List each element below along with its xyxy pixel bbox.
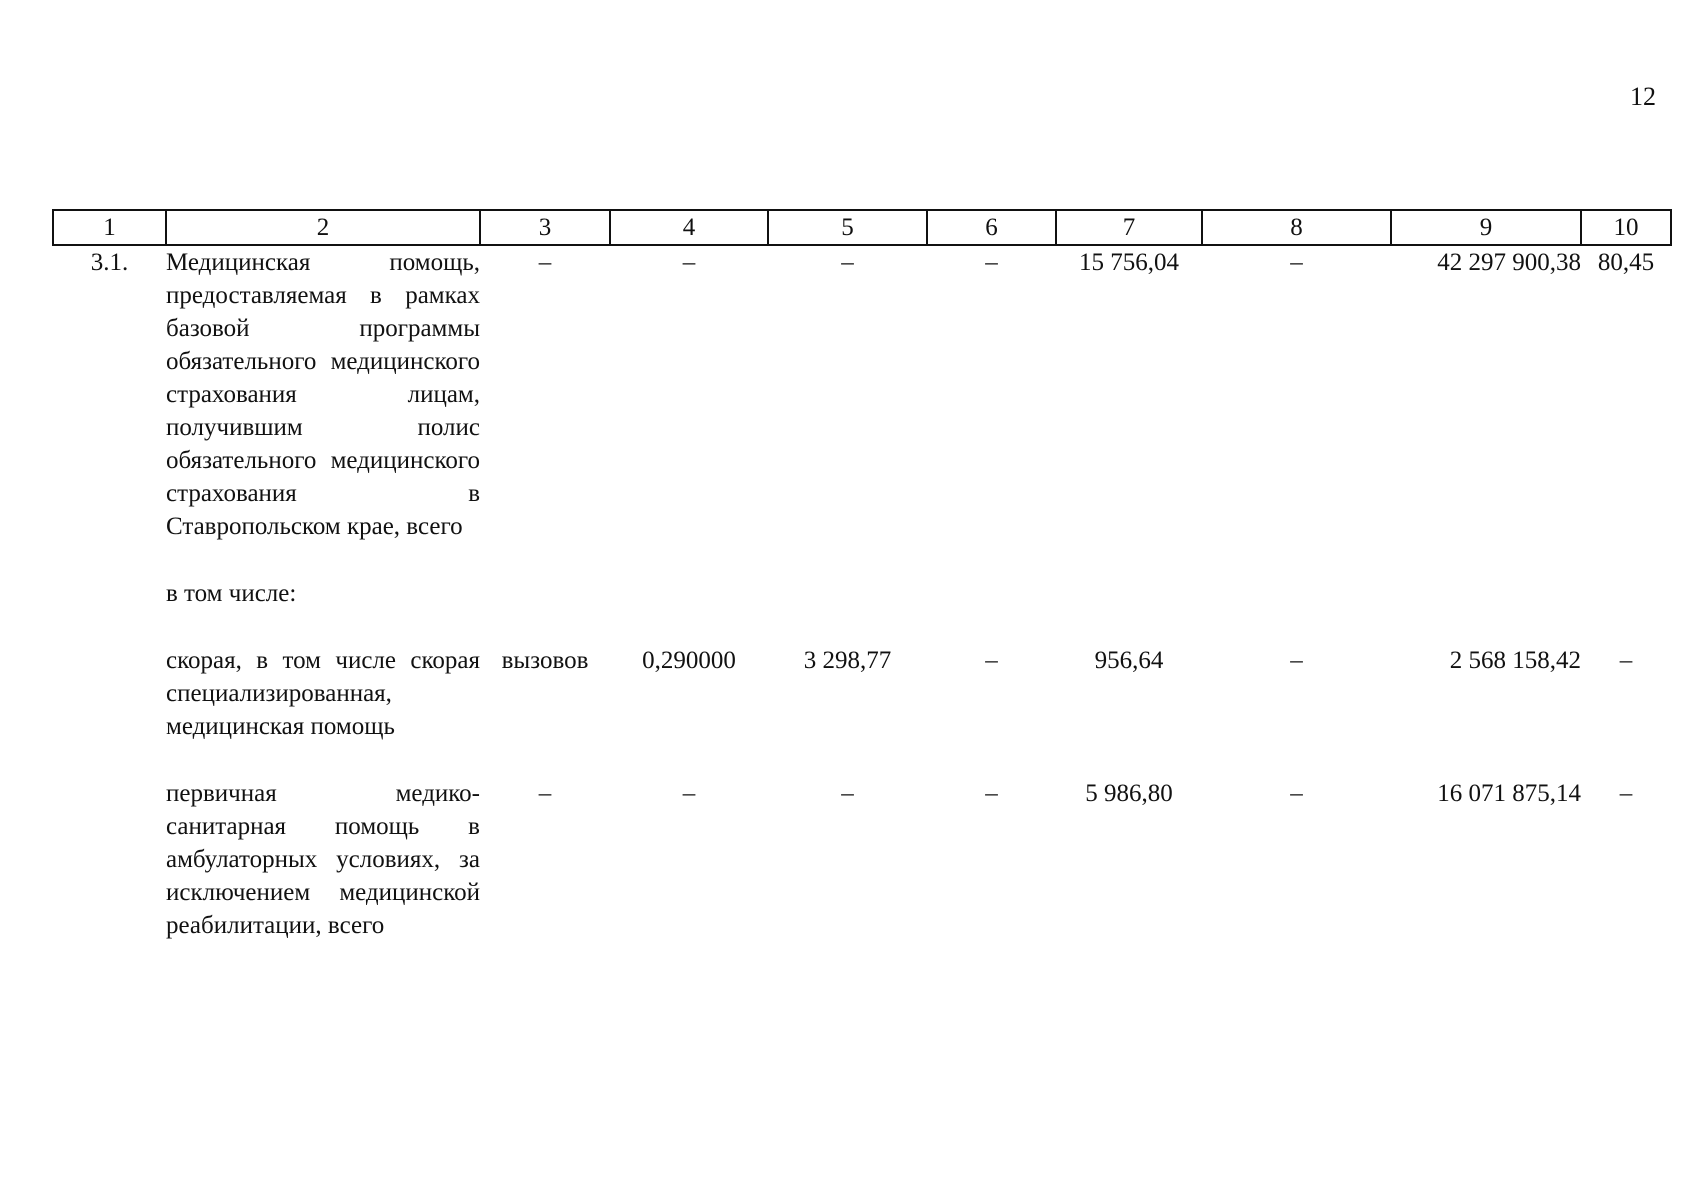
table-row xyxy=(53,777,1671,942)
row-col-9: 16 071 875,14 xyxy=(1437,780,1581,807)
row-name: первичная медико-санитарная помощь в амбулаторных условиях, за исключением медицинской реабилитации, всего xyxy=(166,780,480,939)
header-col-10: 10 xyxy=(1581,210,1671,245)
row-col-9: 2 568 158,42 xyxy=(1449,647,1581,674)
row-col-4: – xyxy=(682,249,696,276)
row-col-9: 42 297 900,38 xyxy=(1437,249,1581,276)
header-row xyxy=(53,210,1671,245)
header-col-5: 5 xyxy=(768,210,927,245)
row-unit: вызовов xyxy=(501,647,589,674)
row-col-8: – xyxy=(1290,647,1303,674)
spacer-row xyxy=(53,543,1671,577)
header-col-4: 4 xyxy=(610,210,768,245)
row-name: Медицинская помощь, предоставляемая в рамках базовой программы обязательного медицинского страхования лицам, получившим полис обязательного медицинского страхования в Ставропольском крае, всего xyxy=(166,249,480,540)
row-col-7: 15 756,04 xyxy=(1079,249,1179,276)
header-col-9: 9 xyxy=(1391,210,1581,245)
row-col-7: 956,64 xyxy=(1094,647,1164,674)
data-table xyxy=(52,209,1672,942)
header-col-8: 8 xyxy=(1202,210,1391,245)
header-col-7: 7 xyxy=(1056,210,1202,245)
row-unit: – xyxy=(538,780,552,807)
header-col-6: 6 xyxy=(927,210,1056,245)
header-col-1: 1 xyxy=(53,210,166,245)
row-col-4: 0,290000 xyxy=(642,647,736,674)
header-col-2: 2 xyxy=(166,210,480,245)
row-number xyxy=(53,644,166,743)
row-unit: – xyxy=(538,249,552,276)
row-col-10: – xyxy=(1619,780,1633,807)
row-col-6: – xyxy=(985,647,998,674)
subsection-label: в том числе: xyxy=(166,580,297,607)
table-row xyxy=(53,245,1671,543)
row-col-8: – xyxy=(1290,780,1303,807)
row-col-4: – xyxy=(682,780,696,807)
header-col-3: 3 xyxy=(480,210,610,245)
row-col-5: – xyxy=(841,249,854,276)
row-number xyxy=(53,777,166,942)
table-row xyxy=(53,577,1671,610)
row-col-8: – xyxy=(1290,249,1303,276)
table-body xyxy=(53,245,1671,942)
table-row xyxy=(53,644,1671,743)
spacer-row xyxy=(53,610,1671,644)
row-col-10: 80,45 xyxy=(1597,249,1655,276)
row-col-6: – xyxy=(985,780,998,807)
table-header xyxy=(53,210,1671,245)
row-col-6: – xyxy=(985,249,998,276)
row-number: 3.1. xyxy=(90,249,129,276)
row-col-5: – xyxy=(841,780,854,807)
row-col-5: 3 298,77 xyxy=(803,647,892,674)
spacer-row xyxy=(53,743,1671,777)
row-name: скорая, в том числе скорая специализированная, медицинская помощь xyxy=(166,647,480,740)
row-col-7: 5 986,80 xyxy=(1085,780,1173,807)
page-number: 12 xyxy=(1630,82,1656,111)
row-col-10: – xyxy=(1619,647,1633,674)
